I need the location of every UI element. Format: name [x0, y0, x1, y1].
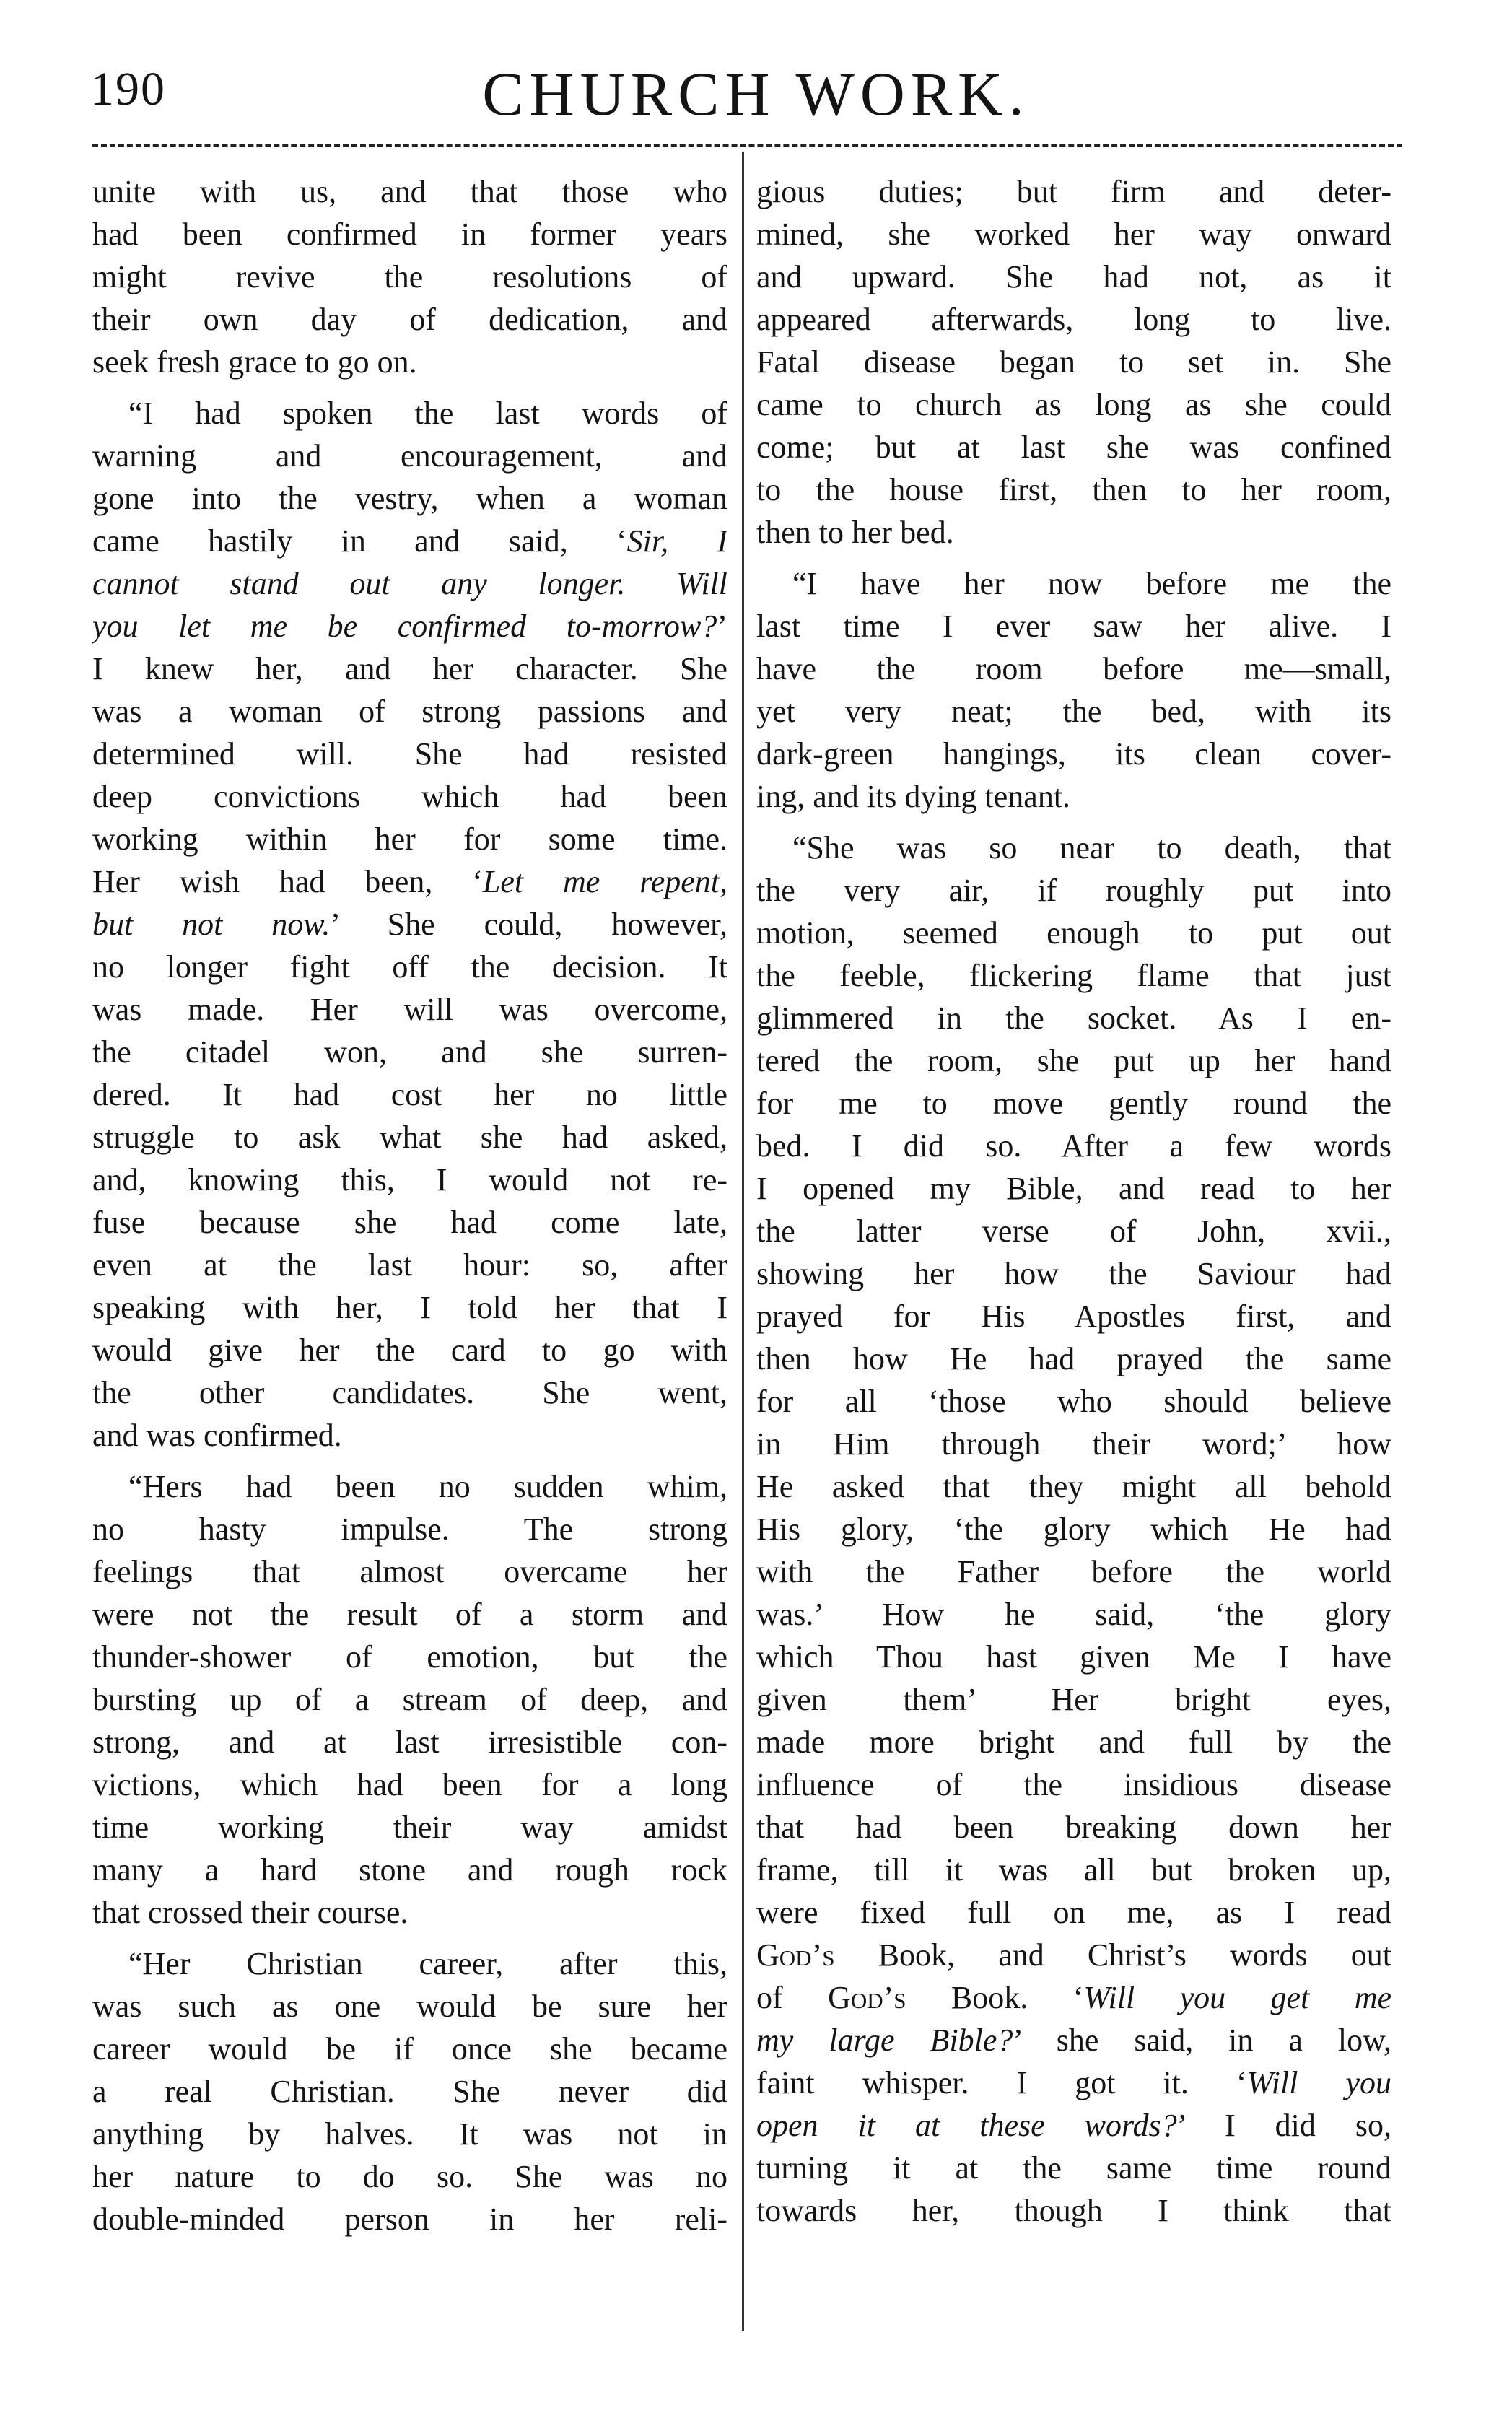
- text-segment: bed. I did so. After a few words: [756, 1128, 1391, 1164]
- text-line: [92, 520, 727, 562]
- text-line: [92, 1414, 727, 1457]
- text-line: [92, 647, 727, 690]
- text-segment: influence of the insidious disease: [756, 1767, 1391, 1802]
- text-segment: showing her how the Saviour had: [756, 1256, 1391, 1291]
- text-segment: of: [756, 1980, 829, 2015]
- text-line: [92, 1158, 727, 1201]
- text-line: [92, 1721, 727, 1763]
- text-line: [756, 1380, 1391, 1423]
- text-line: [756, 1593, 1391, 1636]
- text-segment: anything by halves. It was not in: [92, 2116, 727, 2152]
- text-segment: last time I ever saw her alive. I: [756, 608, 1391, 644]
- text-segment: I knew her, and her character. She: [92, 651, 727, 686]
- text-segment: were fixed full on me, as I read: [756, 1895, 1391, 1930]
- text-line: [92, 1763, 727, 1806]
- text-segment: might revive the resolutions of: [92, 259, 727, 294]
- text-segment: was a woman of strong passions and: [92, 694, 727, 729]
- left-column: [92, 170, 727, 2240]
- text-line: [92, 2113, 727, 2155]
- text-segment: Book, and Christ’s words out: [834, 1937, 1391, 1973]
- text-line: [92, 2070, 727, 2113]
- text-segment: frame, till it was all but broken up,: [756, 1852, 1391, 1888]
- text-segment: the citadel won, and she surren-: [92, 1034, 727, 1070]
- text-segment: He asked that they might all behold: [756, 1469, 1391, 1504]
- text-line: [92, 2155, 727, 2198]
- text-segment: the feeble, flickering flame that just: [756, 958, 1391, 993]
- text-segment: bursting up of a stream of deep, and: [92, 1682, 727, 1717]
- text-line: [92, 562, 727, 605]
- text-line: [756, 690, 1391, 733]
- text-line: [756, 1125, 1391, 1167]
- text-segment: mined, she worked her way onward: [756, 217, 1391, 252]
- text-segment: “Her Christian career, after this,: [128, 1946, 727, 1981]
- text-line: [756, 1167, 1391, 1210]
- text-line: [756, 2061, 1391, 2104]
- text-segment: feelings that almost overcame her: [92, 1554, 727, 1589]
- text-segment: no longer fight off the decision. It: [92, 949, 727, 985]
- text-line: [756, 733, 1391, 775]
- text-segment: would give her the card to go with: [92, 1332, 727, 1368]
- text-segment: His glory, ‘the glory which He had: [756, 1511, 1391, 1547]
- text-segment: “I had spoken the last words of: [128, 396, 727, 431]
- text-segment: was.’ How he said, ‘the glory: [756, 1597, 1391, 1632]
- text-segment: thunder-shower of emotion, but the: [92, 1639, 727, 1675]
- text-segment: Sir, I: [626, 523, 727, 559]
- text-line: [756, 912, 1391, 954]
- text-segment: victions, which had been for a long: [92, 1767, 727, 1802]
- text-line: [92, 1550, 727, 1593]
- text-line: [756, 1934, 1391, 1976]
- text-segment: which Thou hast given Me I have: [756, 1639, 1391, 1675]
- text-segment: faint whisper. I got it. ‘: [756, 2065, 1247, 2100]
- text-segment: the very air, if roughly put into: [756, 873, 1391, 908]
- text-line: [92, 170, 727, 213]
- text-line: [92, 1849, 727, 1891]
- text-segment: determined will. She had resisted: [92, 736, 727, 772]
- text-line: [756, 2189, 1391, 2232]
- column-divider: [742, 152, 744, 2331]
- text-line: [756, 1082, 1391, 1125]
- page-header: [0, 58, 1512, 144]
- text-segment: struggle to ask what she had asked,: [92, 1120, 727, 1155]
- text-line: [756, 511, 1391, 554]
- text-line: [92, 1465, 727, 1508]
- text-segment: prayed for His Apostles first, and: [756, 1299, 1391, 1334]
- text-line: [756, 605, 1391, 647]
- text-line: [756, 1721, 1391, 1763]
- text-segment: Will you get me: [1083, 1980, 1391, 2015]
- text-segment: strong, and at last irresistible con-: [92, 1724, 727, 1760]
- text-line: [756, 2147, 1391, 2189]
- text-segment: given them’ Her bright eyes,: [756, 1682, 1391, 1717]
- text-segment: Her wish had been, ‘: [92, 864, 483, 899]
- text-line: [92, 1942, 727, 1985]
- text-line: [756, 1550, 1391, 1593]
- text-line: [756, 2019, 1391, 2061]
- text-line: [756, 954, 1391, 997]
- text-line: [92, 477, 727, 520]
- text-line: [756, 1678, 1391, 1721]
- text-line: [92, 1329, 727, 1371]
- text-line: [756, 1465, 1391, 1508]
- text-line: [756, 213, 1391, 256]
- text-line: [92, 1201, 727, 1244]
- text-segment: cannot stand out any longer. Will: [92, 566, 727, 601]
- text-line: [92, 2028, 727, 2070]
- text-line: [756, 1252, 1391, 1295]
- text-line: [92, 1244, 727, 1286]
- text-segment: Will you: [1246, 2065, 1391, 2100]
- text-segment: was such as one would be sure her: [92, 1989, 727, 2024]
- text-segment: then how He had prayed the same: [756, 1341, 1391, 1376]
- text-segment: her nature to do so. She was no: [92, 2159, 727, 2194]
- text-segment: fuse because she had come late,: [92, 1205, 727, 1240]
- text-segment: for all ‘those who should believe: [756, 1384, 1391, 1419]
- text-segment: ’ I did so,: [1176, 2108, 1391, 2143]
- text-segment: gious duties; but firm and deter-: [756, 174, 1391, 209]
- text-segment: my large Bible?: [756, 2023, 1013, 2058]
- text-segment: glimmered in the socket. As I en-: [756, 1000, 1391, 1036]
- text-segment: made more bright and full by the: [756, 1724, 1391, 1760]
- text-line: [92, 2198, 727, 2240]
- text-segment: that crossed their course.: [92, 1895, 408, 1930]
- text-line: [92, 818, 727, 860]
- text-segment: you let me be confirmed to-morrow?: [92, 608, 717, 644]
- text-segment: were not the result of a storm and: [92, 1597, 727, 1632]
- text-segment: God’s: [828, 1980, 906, 2015]
- text-line: [92, 903, 727, 946]
- text-segment: “I have her now before me the: [792, 566, 1391, 601]
- text-segment: dered. It had cost her no little: [92, 1077, 727, 1112]
- text-line: [756, 1891, 1391, 1934]
- text-line: [92, 946, 727, 988]
- text-line: [92, 1508, 727, 1550]
- right-column: [756, 170, 1391, 2232]
- text-segment: the latter verse of John, xvii.,: [756, 1213, 1391, 1249]
- text-line: [756, 997, 1391, 1039]
- text-line: [756, 647, 1391, 690]
- text-line: [92, 298, 727, 341]
- text-line: [92, 435, 727, 477]
- text-segment: and, knowing this, I would not re-: [92, 1162, 727, 1197]
- text-segment: for me to move gently round the: [756, 1086, 1391, 1121]
- text-segment: ing, and its dying tenant.: [756, 779, 1071, 814]
- text-line: [756, 256, 1391, 298]
- text-line: [756, 341, 1391, 383]
- text-line: [92, 775, 727, 818]
- text-segment: Let me repent,: [482, 864, 727, 899]
- text-line: [92, 1593, 727, 1636]
- text-segment: Fatal disease began to set in. She: [756, 344, 1391, 380]
- text-segment: God’s: [756, 1937, 835, 1973]
- text-line: [92, 341, 727, 383]
- text-line: [756, 1508, 1391, 1550]
- text-line: [756, 1849, 1391, 1891]
- text-segment: turning it at the same time round: [756, 2150, 1391, 2186]
- text-line: [756, 1763, 1391, 1806]
- text-line: [756, 1806, 1391, 1849]
- text-segment: motion, seemed enough to put out: [756, 915, 1391, 951]
- text-line: [92, 392, 727, 435]
- text-line: [92, 988, 727, 1031]
- text-segment: ’ she said, in a low,: [1013, 2023, 1391, 2058]
- text-line: [92, 1678, 727, 1721]
- text-segment: seek fresh grace to go on.: [92, 344, 417, 380]
- text-segment: even at the last hour: so, after: [92, 1247, 727, 1283]
- text-segment: have the room before me—small,: [756, 651, 1391, 686]
- text-segment: Book. ‘: [906, 1980, 1084, 2015]
- text-segment: but not now.: [92, 907, 331, 942]
- text-line: [92, 213, 727, 256]
- text-segment: yet very neat; the bed, with its: [756, 694, 1391, 729]
- text-segment: towards her, though I think that: [756, 2193, 1391, 2228]
- running-title: CHURCH WORK.: [482, 59, 1030, 128]
- text-line: [756, 2104, 1391, 2147]
- text-segment: with the Father before the world: [756, 1554, 1391, 1589]
- text-segment: “She was so near to death, that: [792, 830, 1391, 865]
- text-segment: working within her for some time.: [92, 821, 727, 857]
- text-segment: deep convictions which had been: [92, 779, 727, 814]
- text-line: [756, 426, 1391, 468]
- text-segment: time working their way amidst: [92, 1810, 727, 1845]
- text-segment: had been confirmed in former years: [92, 217, 727, 252]
- text-line: [92, 1985, 727, 2028]
- text-line: [756, 1423, 1391, 1465]
- text-segment: no hasty impulse. The strong: [92, 1511, 727, 1547]
- text-segment: came hastily in and said, ‘: [92, 523, 627, 559]
- text-segment: “Hers had been no sudden whim,: [128, 1469, 727, 1504]
- text-segment: appeared afterwards, long to live.: [756, 302, 1391, 337]
- text-segment: ’: [717, 608, 727, 644]
- text-line: [756, 562, 1391, 605]
- text-segment: in Him through their word;’ how: [756, 1426, 1391, 1462]
- text-line: [92, 1031, 727, 1073]
- text-line: [92, 1806, 727, 1849]
- text-segment: career would be if once she became: [92, 2031, 727, 2067]
- text-segment: I opened my Bible, and read to her: [756, 1171, 1391, 1206]
- text-line: [756, 775, 1391, 818]
- text-line: [92, 605, 727, 647]
- text-segment: the other candidates. She went,: [92, 1375, 727, 1410]
- text-segment: tered the room, she put up her hand: [756, 1043, 1391, 1078]
- text-line: [756, 468, 1391, 511]
- text-segment: come; but at last she was confined: [756, 429, 1391, 465]
- text-line: [756, 1039, 1391, 1082]
- page-number: 190: [90, 63, 166, 115]
- text-segment: came to church as long as she could: [756, 387, 1391, 422]
- text-line: [756, 1210, 1391, 1252]
- text-line: [92, 860, 727, 903]
- header-rule: [92, 144, 1402, 147]
- text-line: [756, 1295, 1391, 1338]
- text-line: [92, 690, 727, 733]
- text-line: [92, 733, 727, 775]
- text-segment: ’ She could, however,: [330, 907, 727, 942]
- text-segment: then to her bed.: [756, 515, 954, 550]
- text-segment: double-minded person in her reli-: [92, 2202, 727, 2237]
- text-segment: open it at these words?: [756, 2108, 1177, 2143]
- text-line: [756, 1636, 1391, 1678]
- text-line: [756, 1338, 1391, 1380]
- text-segment: warning and encouragement, and: [92, 438, 727, 474]
- text-segment: to the house first, then to her room,: [756, 472, 1391, 507]
- text-segment: and was confirmed.: [92, 1418, 342, 1453]
- text-segment: and upward. She had not, as it: [756, 259, 1391, 294]
- text-line: [92, 1116, 727, 1158]
- text-segment: unite with us, and that those who: [92, 174, 727, 209]
- text-segment: was made. Her will was overcome,: [92, 992, 727, 1027]
- text-segment: a real Christian. She never did: [92, 2074, 727, 2109]
- text-segment: gone into the vestry, when a woman: [92, 481, 727, 516]
- text-line: [92, 1371, 727, 1414]
- text-line: [756, 170, 1391, 213]
- text-line: [92, 1073, 727, 1116]
- text-line: [756, 298, 1391, 341]
- text-line: [92, 1286, 727, 1329]
- text-segment: that had been breaking down her: [756, 1810, 1391, 1845]
- text-line: [756, 1976, 1391, 2019]
- text-segment: dark-green hangings, its clean cover-: [756, 736, 1391, 772]
- text-line: [92, 1636, 727, 1678]
- text-line: [92, 256, 727, 298]
- text-segment: speaking with her, I told her that I: [92, 1290, 727, 1325]
- text-line: [756, 826, 1391, 869]
- text-segment: their own day of dedication, and: [92, 302, 727, 337]
- text-line: [756, 383, 1391, 426]
- text-segment: many a hard stone and rough rock: [92, 1852, 727, 1888]
- text-line: [756, 869, 1391, 912]
- text-line: [92, 1891, 727, 1934]
